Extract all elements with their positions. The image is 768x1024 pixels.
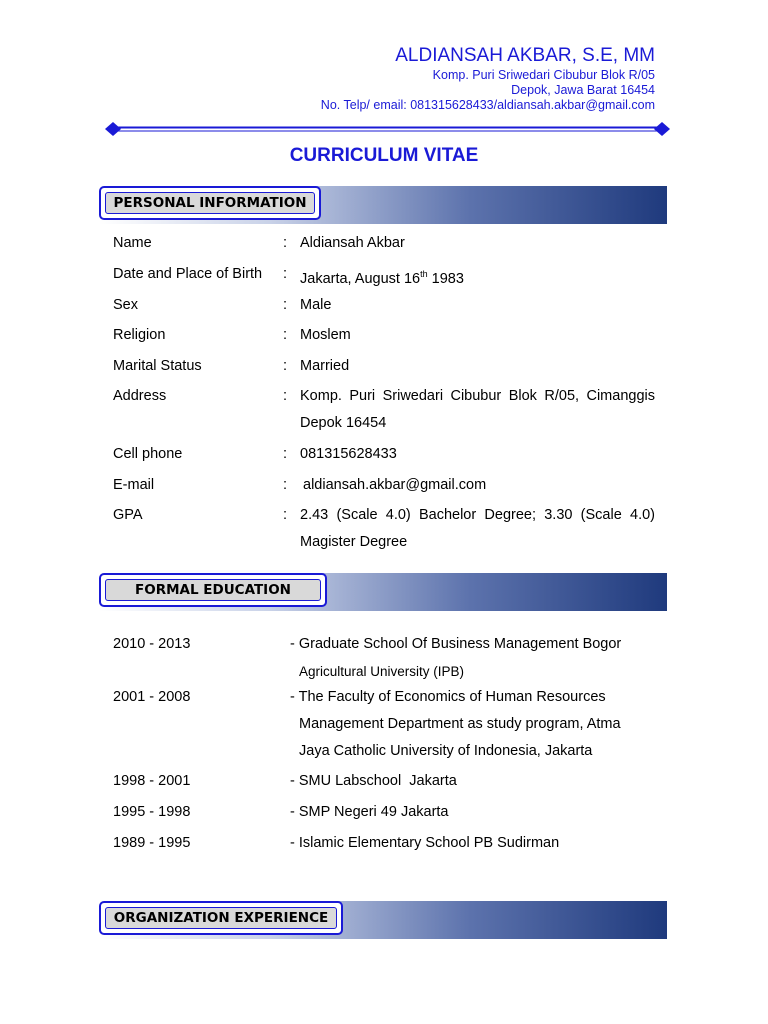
education-years: 1995 - 1998 [113, 804, 191, 820]
document-title: CURRICULUM VITAE [289, 145, 479, 166]
education-years: 1998 - 2001 [113, 773, 191, 789]
colon: : [283, 477, 288, 493]
section-formal-education [99, 573, 667, 611]
field-value: 2.43 (Scale 4.0) Bachelor Degree; 3.30 (Scale 4.0) Magister Degree [300, 507, 655, 550]
colon: : [283, 507, 288, 523]
diamond-right-icon [654, 122, 670, 136]
education-years: 2001 - 2008 [113, 689, 191, 705]
field-label: GPA [113, 507, 143, 523]
education-description: - SMU Labschool Jakarta [290, 773, 457, 789]
section-heading: ORGANIZATION EXPERIENCE [113, 910, 329, 926]
colon: : [283, 388, 288, 404]
colon: : [283, 235, 288, 251]
colon: : [283, 358, 288, 374]
education-years: 2010 - 2013 [113, 636, 191, 652]
contact-line: No. Telp/ email: 081315628433/aldiansah.akbar@gmail.com [320, 98, 655, 112]
colon: : [283, 266, 288, 282]
education-years: 1989 - 1995 [113, 835, 191, 851]
diamond-left-icon [105, 122, 121, 136]
section-personal-information [99, 186, 667, 224]
field-value: Jakarta, August 16th 1983 [300, 269, 464, 287]
section-heading: FORMAL EDUCATION [135, 582, 291, 598]
field-label: Religion [113, 327, 166, 343]
field-value: Moslem [300, 327, 351, 343]
colon: : [283, 327, 288, 343]
field-label: Sex [113, 297, 138, 313]
field-label: Address [113, 388, 167, 404]
education-description: - Graduate School Of Business Management Bogor Agricultural University (IPB) [290, 636, 622, 679]
field-value: Aldiansah Akbar [300, 235, 405, 251]
field-label: Marital Status [113, 358, 202, 374]
field-value: 081315628433 [300, 446, 397, 462]
field-value: Male [300, 297, 332, 313]
field-label: Date and Place of Birth [113, 266, 263, 282]
field-value: aldiansah.akbar@gmail.com [303, 477, 487, 493]
section-heading: PERSONAL INFORMATION [113, 195, 307, 211]
field-value: Married [300, 358, 350, 374]
field-value: Komp. Puri Sriwedari Cibubur Blok R/05, Cimanggis Depok 16454 [300, 388, 655, 431]
header-divider [105, 121, 670, 137]
resume-header [321, 44, 655, 113]
address-line-1: Komp. Puri Sriwedari Cibubur Blok R/05 [432, 68, 655, 82]
education-description: - Islamic Elementary School PB Sudirman [290, 835, 560, 851]
section-organization-experience [99, 901, 667, 939]
field-label: Name [113, 235, 152, 251]
field-label: Cell phone [113, 446, 183, 462]
colon: : [283, 446, 288, 462]
field-label: E-mail [113, 477, 155, 493]
section-label-box [99, 573, 327, 607]
section-label-box [99, 901, 343, 935]
education-description: - The Faculty of Economics of Human Resources Management Department as study program, Atma Jaya Catholic University of Indonesia, Jakarta [290, 689, 621, 759]
candidate-name: ALDIANSAH AKBAR, S.E, MM [395, 45, 655, 66]
education-description: - SMP Negeri 49 Jakarta [290, 804, 449, 820]
colon: : [283, 297, 288, 313]
section-label-box [99, 186, 321, 220]
address-line-2: Depok, Jawa Barat 16454 [511, 83, 655, 97]
